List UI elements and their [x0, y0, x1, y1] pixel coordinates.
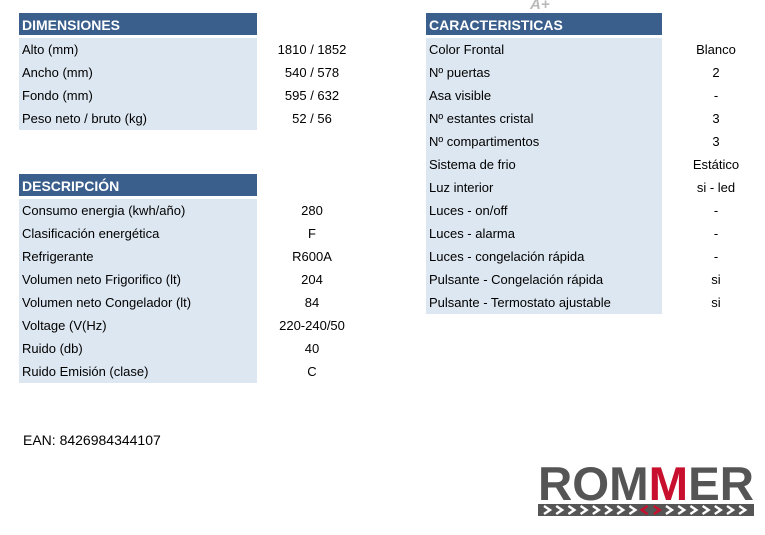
energy-badge: A+: [530, 0, 550, 13]
caracteristicas-row-label: Luces - on/off: [426, 199, 662, 222]
caracteristicas-row-label: Sistema de frio: [426, 153, 662, 176]
descripcion-row-label: Volumen neto Congelador (lt): [19, 291, 257, 314]
dimensiones-row-value: 52 / 56: [292, 111, 332, 126]
descripcion-row-value: F: [308, 226, 316, 241]
caracteristicas-row-value: Estático: [692, 157, 740, 172]
descripcion-row-value: C: [307, 364, 317, 379]
ean-code: EAN: 8426984344107: [23, 432, 161, 448]
caracteristicas-row-value: Blanco: [696, 42, 736, 57]
caracteristicas-row-label: Nº compartimentos: [426, 130, 662, 153]
descripcion-row-label: Volumen neto Frigorifico (lt): [19, 268, 257, 291]
dimensiones-row-label: Ancho (mm): [19, 61, 257, 84]
caracteristicas-row-value: -: [713, 203, 719, 218]
caracteristicas-row-value: 3: [712, 111, 720, 126]
descripcion-row-label: Clasificación energética: [19, 222, 257, 245]
caracteristicas-row-label: Pulsante - Termostato ajustable: [426, 291, 662, 314]
logo-text-part: ROM: [538, 462, 648, 510]
caracteristicas-row-label: Luz interior: [426, 176, 662, 199]
caracteristicas-header: CARACTERISTICAS: [426, 13, 662, 35]
descripcion-row-value: 280: [301, 203, 323, 218]
caracteristicas-row-value: si: [711, 295, 721, 310]
caracteristicas-row-value: si - led: [696, 180, 736, 195]
descripcion-header: DESCRIPCIÓN: [19, 174, 257, 196]
dimensiones-row-label: Alto (mm): [19, 38, 257, 61]
dimensiones-header: DIMENSIONES: [19, 13, 257, 35]
descripcion-row-value: 220-240/50: [279, 318, 345, 333]
caracteristicas-row-label: Luces - congelación rápida: [426, 245, 662, 268]
logo-text-part: ER: [688, 462, 754, 510]
descripcion-row-value: R600A: [292, 249, 332, 264]
dimensiones-row-label: Fondo (mm): [19, 84, 257, 107]
caracteristicas-row-value: 2: [712, 65, 720, 80]
caracteristicas-row-label: Color Frontal: [426, 38, 662, 61]
caracteristicas-row-label: Nº estantes cristal: [426, 107, 662, 130]
dimensiones-row-value: 540 / 578: [284, 65, 340, 80]
caracteristicas-row-label: Asa visible: [426, 84, 662, 107]
caracteristicas-row-label: Pulsante - Congelación rápida: [426, 268, 662, 291]
descripcion-row-value: 84: [304, 295, 320, 310]
caracteristicas-row-value: -: [713, 226, 719, 241]
logo-wordmark: [538, 462, 754, 510]
caracteristicas-row-label: Luces - alarma: [426, 222, 662, 245]
descripcion-row-label: Refrigerante: [19, 245, 257, 268]
dimensiones-row-value: 1810 / 1852: [277, 42, 347, 57]
caracteristicas-row-value: -: [713, 249, 719, 264]
descripcion-row-label: Voltage (V(Hz): [19, 314, 257, 337]
descripcion-row-label: Consumo energia (kwh/año): [19, 199, 257, 222]
caracteristicas-row-value: -: [713, 88, 719, 103]
caracteristicas-row-label: Nº puertas: [426, 61, 662, 84]
dimensiones-row-label: Peso neto / bruto (kg): [19, 107, 257, 130]
dimensiones-row-value: 595 / 632: [284, 88, 340, 103]
descripcion-row-value: 204: [301, 272, 323, 287]
caracteristicas-row-value: si: [711, 272, 721, 287]
caracteristicas-row-value: 3: [712, 134, 720, 149]
descripcion-row-label: Ruido Emisión (clase): [19, 360, 257, 383]
rommer-logo: [538, 462, 754, 518]
descripcion-row-value: 40: [304, 341, 320, 356]
descripcion-row-label: Ruido (db): [19, 337, 257, 360]
logo-text-accent: M: [648, 462, 688, 510]
